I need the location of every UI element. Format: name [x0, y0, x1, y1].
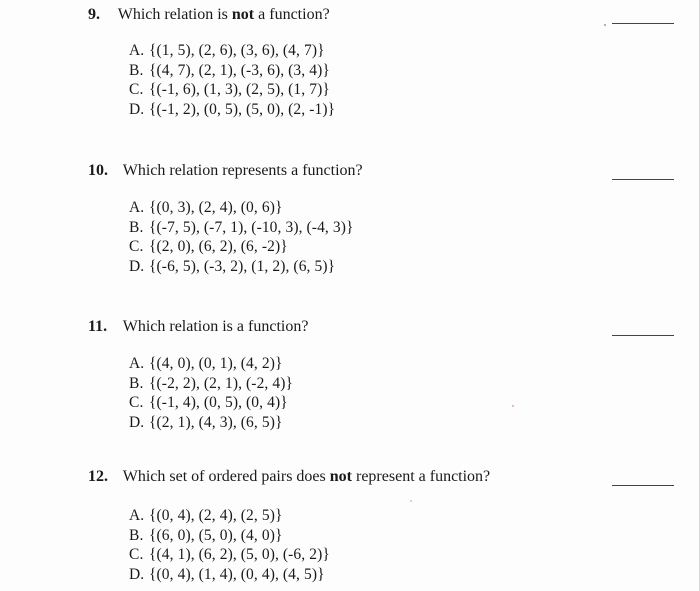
scan-speck — [512, 405, 514, 407]
choice-c[interactable]: C. {(-1, 6), (1, 3), (2, 5), (1, 7)} — [129, 81, 330, 98]
emphasis-word: not — [329, 468, 352, 485]
question-prompt — [88, 316, 688, 338]
answer-blank[interactable] — [612, 335, 674, 336]
question-text: Which set of ordered pairs does not represent a function? — [122, 468, 491, 485]
question-11 — [88, 316, 688, 432]
question-number: 10. — [88, 162, 108, 179]
question-prompt — [88, 4, 688, 26]
question-number: 12. — [88, 468, 108, 485]
question-text: Which relation represents a function? — [122, 162, 363, 179]
choice-b[interactable]: B. {(4, 7), (2, 1), (-3, 6), (3, 4)} — [129, 61, 330, 79]
choice-c[interactable]: C. {(2, 0), (6, 2), (6, -2)} — [129, 238, 288, 255]
question-text: Which relation is a function? — [122, 318, 309, 335]
choice-list — [129, 506, 688, 584]
choice-a[interactable]: A. {(0, 3), (2, 4), (0, 6)} — [129, 199, 283, 216]
scan-speck — [604, 24, 606, 26]
choice-a[interactable]: A. {(0, 4), (2, 4), (2, 5)} — [129, 507, 283, 524]
choice-d[interactable]: D. {(0, 4), (1, 4), (0, 4), (4, 5)} — [129, 565, 325, 583]
choice-a[interactable]: A. {(1, 5), (2, 6), (3, 6), (4, 7)} — [129, 42, 325, 59]
answer-blank[interactable] — [612, 179, 674, 180]
question-prompt — [88, 466, 688, 488]
choice-b[interactable]: B. {(-2, 2), (2, 1), (-2, 4)} — [129, 374, 294, 392]
emphasis-word: not — [231, 6, 255, 23]
scan-speck — [410, 500, 412, 502]
choice-b[interactable]: B. {(-7, 5), (-7, 1), (-10, 3), (-4, 3)} — [129, 218, 354, 236]
choice-b[interactable]: B. {(6, 0), (5, 0), (4, 0)} — [129, 526, 283, 544]
choice-list — [129, 41, 688, 119]
choice-a[interactable]: A. {(4, 0), (0, 1), (4, 2)} — [129, 355, 283, 372]
question-10 — [88, 160, 688, 276]
question-number: 11. — [88, 318, 108, 335]
question-12 — [88, 466, 688, 584]
choice-c[interactable]: C. {(4, 1), (6, 2), (5, 0), (-6, 2)} — [129, 546, 330, 563]
question-number: 9. — [88, 6, 100, 23]
choice-list — [129, 198, 688, 276]
question-prompt — [88, 160, 688, 182]
choice-list — [129, 354, 688, 432]
choice-d[interactable]: D. {(-6, 5), (-3, 2), (1, 2), (6, 5)} — [129, 257, 336, 275]
choice-d[interactable]: D. {(2, 1), (4, 3), (6, 5)} — [129, 413, 283, 431]
choice-d[interactable]: D. {(-1, 2), (0, 5), (5, 0), (2, -1)} — [129, 100, 336, 118]
choice-c[interactable]: C. {(-1, 4), (0, 5), (0, 4)} — [129, 394, 288, 411]
answer-blank[interactable] — [612, 23, 674, 24]
question-text: Which relation is not a function? — [117, 6, 330, 23]
answer-blank[interactable] — [612, 485, 674, 486]
question-9 — [88, 4, 688, 119]
